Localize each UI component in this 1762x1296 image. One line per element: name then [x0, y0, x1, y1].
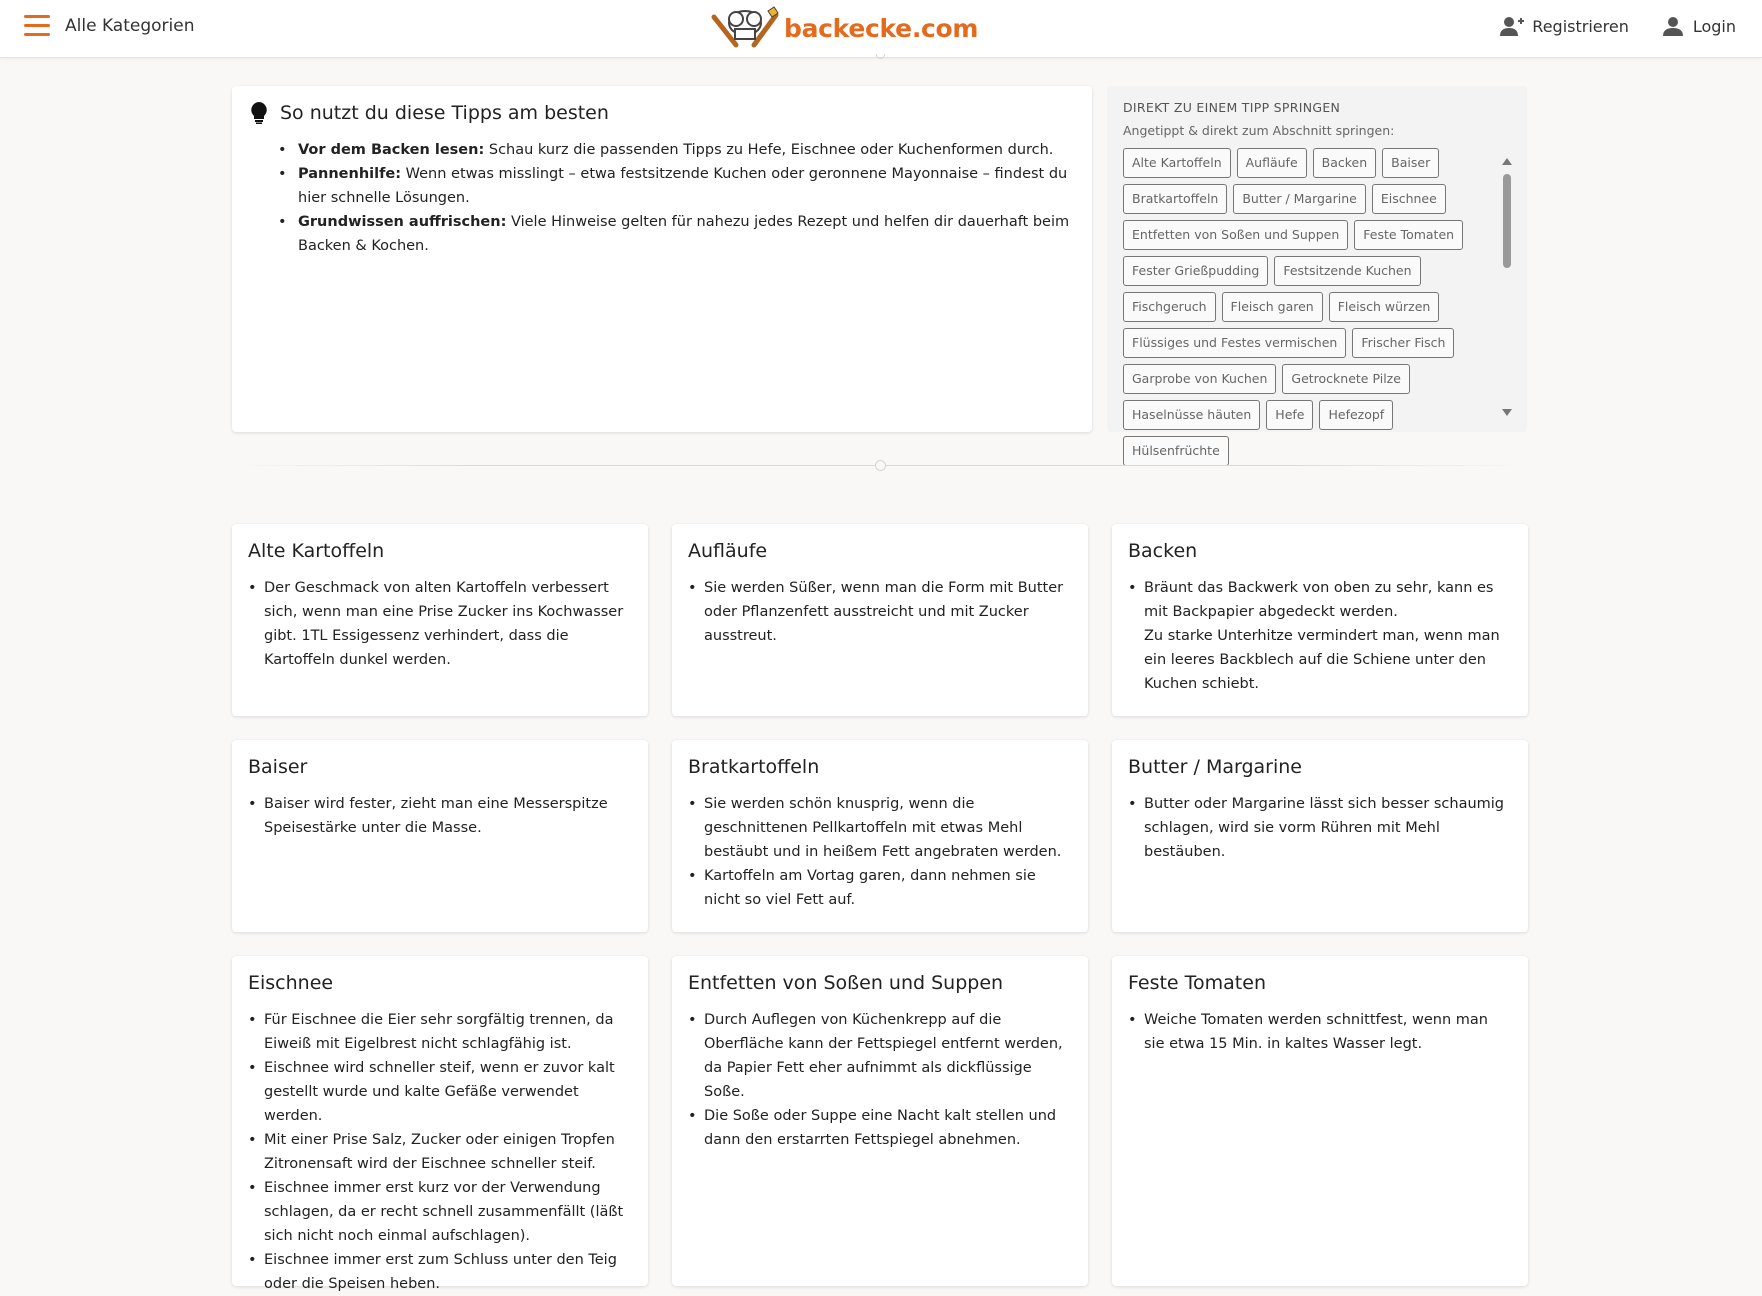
tip-card-title: Backen: [1128, 540, 1198, 562]
usage-tip-item: [278, 162, 1074, 210]
tip-chip[interactable]: Alte Kartoffeln: [1123, 148, 1231, 178]
tip-card-title: Eischnee: [248, 972, 334, 994]
tip-card: [232, 524, 648, 716]
jump-panel-title: DIREKT ZU EINEM TIPP SPRINGEN: [1123, 100, 1341, 115]
tip-chip[interactable]: Butter / Margarine: [1233, 184, 1365, 214]
tip-chip[interactable]: Festsitzende Kuchen: [1274, 256, 1420, 286]
logo-text: backecke.com: [784, 13, 979, 43]
register-link[interactable]: [1500, 16, 1629, 36]
site-logo[interactable]: [706, 3, 978, 53]
tip-card-title: Butter / Margarine: [1128, 756, 1302, 778]
tip-card-item: • Butter oder Margarine lässt sich besser schaumig schlagen, wird sie vorm Rühren mit Mehl bestäuben.: [1128, 792, 1512, 864]
chef-hat-logo-icon: [706, 5, 784, 51]
tip-card: [232, 956, 648, 1292]
header-ornament: [876, 54, 885, 59]
usage-tip-item: [278, 138, 1074, 162]
tip-card: [672, 524, 1088, 716]
tip-chip-list: [1123, 148, 1493, 458]
tip-card-title: Feste Tomaten: [1128, 972, 1266, 994]
usage-tip-text: Viele Hinweise gelten für nahezu jedes Rezept und helfen dir dauerhaft beim Backen & Kochen.: [298, 214, 1070, 254]
tip-card-item: • Der Geschmack von alten Kartoffeln verbessert sich, wenn man eine Prise Zucker ins Kochwasser gibt. 1TL Essigessenz verhindert, dass die Kartoffeln dunkel werden.: [248, 576, 632, 672]
tip-card-item: • Durch Auflegen von Küchenkrepp auf die Oberfläche kann der Fettspiegel entfernt werden, da Papier Fett eher aufnimmt als dickflüssige Soße.: [688, 1008, 1072, 1104]
tip-chip[interactable]: Eischnee: [1372, 184, 1446, 214]
tip-card: [672, 956, 1088, 1286]
tip-card-title: Entfetten von Soßen und Suppen: [688, 972, 1004, 994]
tip-card-title: Baiser: [248, 756, 308, 778]
register-label: Registrieren: [1532, 16, 1629, 36]
tip-card: [232, 740, 648, 932]
tip-card-list: [248, 792, 632, 840]
jump-panel-subtitle: Angetippt & direkt zum Abschnitt springen:: [1123, 123, 1395, 138]
tip-chip[interactable]: Haselnüsse häuten: [1123, 400, 1260, 430]
tip-chip[interactable]: Baiser: [1382, 148, 1439, 178]
tip-card-item: • Eischnee immer erst zum Schluss unter den Teig oder die Speisen heben.: [248, 1248, 632, 1296]
scroll-thumb[interactable]: [1503, 174, 1511, 268]
tip-card-list: [688, 792, 1072, 912]
tip-card-list: [1128, 1008, 1512, 1056]
usage-tips-panel: [232, 86, 1092, 432]
login-link[interactable]: [1661, 16, 1736, 36]
usage-tip-label: Grundwissen auffrischen:: [298, 214, 507, 230]
tip-chip[interactable]: Fleisch würzen: [1329, 292, 1440, 322]
scroll-down-arrow-icon[interactable]: [1502, 409, 1512, 416]
user-icon: [1661, 16, 1685, 36]
tip-card: [672, 740, 1088, 932]
tip-card-list: [248, 1008, 632, 1296]
all-categories-link[interactable]: Alle Kategorien: [65, 16, 195, 36]
tip-card-item: • Die Soße oder Suppe eine Nacht kalt stellen und dann den erstarrten Fettspiegel abnehmen.: [688, 1104, 1072, 1152]
tip-chip[interactable]: Fleisch garen: [1222, 292, 1323, 322]
tip-chip[interactable]: Aufläufe: [1237, 148, 1307, 178]
tip-chip[interactable]: Hülsenfrüchte: [1123, 436, 1229, 466]
lightbulb-icon: [250, 102, 268, 124]
tip-chip[interactable]: Entfetten von Soßen und Suppen: [1123, 220, 1348, 250]
tip-card-list: [688, 1008, 1072, 1152]
tip-chip[interactable]: Fischgeruch: [1123, 292, 1216, 322]
tip-card: [1112, 524, 1528, 716]
tip-card-list: [1128, 576, 1512, 696]
usage-tip-label: Vor dem Backen lesen:: [298, 142, 485, 158]
tip-card-list: [688, 576, 1072, 648]
tip-chip[interactable]: Getrocknete Pilze: [1282, 364, 1410, 394]
tip-chip[interactable]: Flüssiges und Festes vermischen: [1123, 328, 1346, 358]
tip-chip[interactable]: Hefezopf: [1319, 400, 1393, 430]
tip-chip[interactable]: Backen: [1313, 148, 1377, 178]
usage-tip-text: Schau kurz die passenden Tipps zu Hefe, Eischnee oder Kuchenformen durch.: [484, 142, 1054, 158]
tip-card: [1112, 740, 1528, 932]
tip-chip[interactable]: Hefe: [1266, 400, 1313, 430]
tip-chip[interactable]: Fester Grießpudding: [1123, 256, 1268, 286]
divider-ornament: [875, 460, 886, 471]
tip-card-item: • Sie werden schön knusprig, wenn die geschnittenen Pellkartoffeln mit etwas Mehl bestäubt und in heißem Fett angebraten werden.: [688, 792, 1072, 864]
hamburger-menu-icon[interactable]: [24, 15, 50, 39]
tip-card-item: • Eischnee immer erst kurz vor der Verwendung schlagen, da er recht schnell zusammenfällt (läßt sich nicht noch einmal aufschlagen).: [248, 1176, 632, 1248]
tip-chip[interactable]: Garprobe von Kuchen: [1123, 364, 1276, 394]
usage-tip-label: Pannenhilfe:: [298, 166, 402, 182]
tip-chip[interactable]: Frischer Fisch: [1352, 328, 1454, 358]
tip-card-item: • Weiche Tomaten werden schnittfest, wenn man sie etwa 15 Min. in kaltes Wasser legt.: [1128, 1008, 1512, 1056]
tip-card-list: [1128, 792, 1512, 864]
tip-card-item: • Für Eischnee die Eier sehr sorgfältig trennen, da Eiweiß mit Eigelbrest nicht schlagfähig ist.: [248, 1008, 632, 1056]
usage-tip-text: Wenn etwas misslingt – etwa festsitzende Kuchen oder geronnene Mayonnaise – findest du hier schnelle Lösungen.: [298, 166, 1068, 206]
tip-chip[interactable]: Feste Tomaten: [1354, 220, 1463, 250]
top-navigation-bar: [0, 0, 1762, 58]
tip-card: [1112, 956, 1528, 1286]
usage-tips-list: [250, 138, 1074, 258]
tip-card-list: [248, 576, 632, 672]
tip-card-title: Alte Kartoffeln: [248, 540, 385, 562]
login-label: Login: [1692, 16, 1736, 36]
tip-card-item: • Kartoffeln am Vortag garen, dann nehmen sie nicht so viel Fett auf.: [688, 864, 1072, 912]
tip-card-title: Bratkartoffeln: [688, 756, 820, 778]
add-user-icon: [1500, 16, 1524, 36]
tip-chip[interactable]: Bratkartoffeln: [1123, 184, 1227, 214]
tip-card-item: • Sie werden Süßer, wenn man die Form mit Butter oder Pflanzenfett ausstreicht und mit Zucker ausstreut.: [688, 576, 1072, 648]
tip-card-item: • Mit einer Prise Salz, Zucker oder einigen Tropfen Zitronensaft wird der Eischnee schneller steif.: [248, 1128, 632, 1176]
tip-card-item: • Eischnee wird schneller steif, wenn er zuvor kalt gestellt wurde und kalte Gefäße verwendet werden.: [248, 1056, 632, 1128]
usage-tip-item: [278, 210, 1074, 258]
tip-card-item: • Bräunt das Backwerk von oben zu sehr, kann es mit Backpapier abgedeckt werden. Zu starke Unterhitze vermindert man, wenn man ein leeres Backblech auf die Schiene unter den Kuchen schiebt.: [1128, 576, 1512, 696]
jump-to-tip-panel: [1107, 86, 1527, 458]
tip-card-title: Aufläufe: [688, 540, 768, 562]
usage-tips-title: So nutzt du diese Tipps am besten: [280, 102, 609, 124]
tip-card-item: • Baiser wird fester, zieht man eine Messerspitze Speisestärke unter die Masse.: [248, 792, 632, 840]
chip-list-scrollbar[interactable]: [1500, 158, 1514, 416]
scroll-up-arrow-icon[interactable]: [1502, 158, 1512, 165]
